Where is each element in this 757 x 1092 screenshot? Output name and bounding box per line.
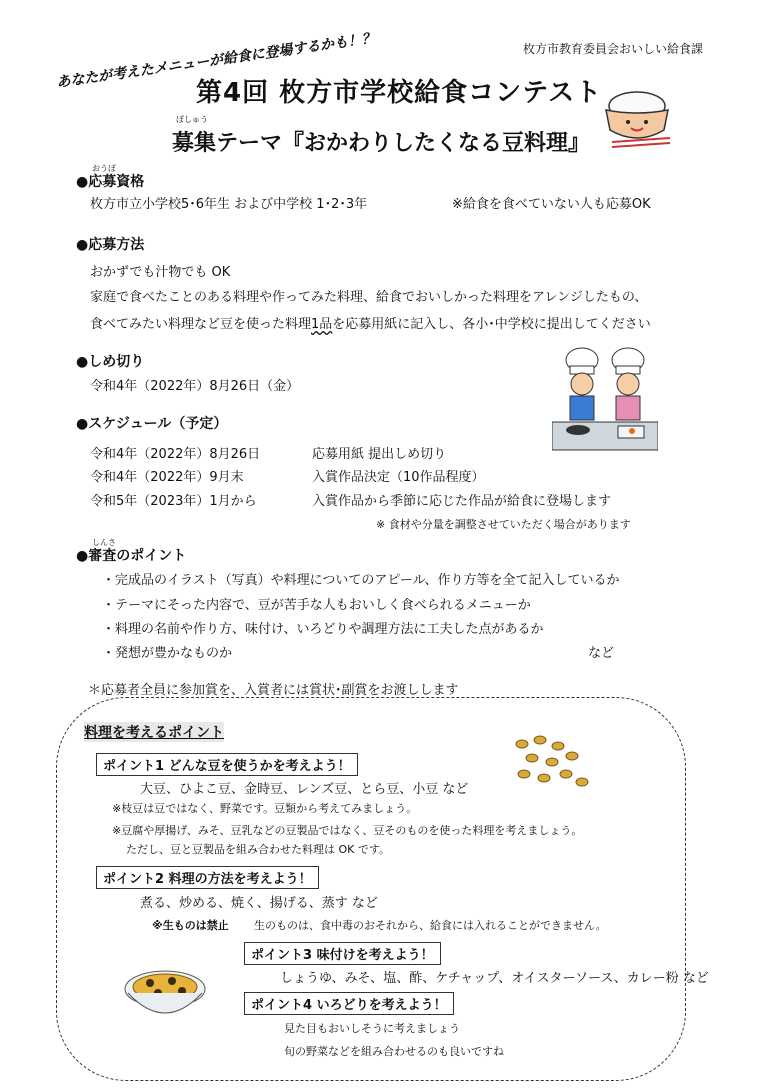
organization-name: 枚方市教育委員会おいしい給食課	[523, 42, 704, 56]
method-line2: 家庭で食べたことのある料理や作ってみた料理、給食でおいしかった料理をアレンジしたもの、	[90, 290, 648, 305]
schedule-date-1: 令和4年（2022年）8月26日	[90, 447, 261, 462]
review-heading: ●審査のポイント	[76, 548, 187, 564]
eligibility-note: ※給食を食べていない人も応募OK	[452, 197, 651, 212]
point2-note-label: ※生ものは禁止	[152, 919, 229, 932]
review-item-2: ・テーマにそった内容で、豆が苦手な人もおいしく食べられるメニューか	[102, 598, 531, 613]
page-title: 第4回 枚方市学校給食コンテスト	[196, 78, 603, 108]
cooking-kids-illustration	[552, 346, 658, 454]
schedule-note: ※ 食材や分量を調整させていただく場合があります	[376, 518, 631, 531]
subtitle-ruby: ぼしゅう	[176, 115, 208, 124]
review-etc: など	[588, 646, 615, 661]
schedule-event-2: 入賞作品決定（10作品程度）	[312, 470, 485, 485]
schedule-date-3: 令和5年（2023年）1月から	[90, 494, 257, 509]
schedule-heading: ●スケジュール（予定）	[76, 416, 228, 432]
point3-examples: しょうゆ、みそ、塩、酢、ケチャップ、オイスターソース、カレー粉 など	[280, 971, 709, 986]
deadline-heading: ●しめ切り	[76, 354, 145, 370]
eligibility-heading: ●応募資格	[76, 174, 145, 190]
point1-examples: 大豆、ひよこ豆、金時豆、レンズ豆、とら豆、小豆 など	[140, 782, 469, 797]
point3-label: ポイント3 味付けを考えよう！	[244, 942, 441, 965]
points-heading: 料理を考えるポイント	[84, 722, 224, 742]
schedule-event-1: 応募用紙 提出しめ切り	[312, 447, 447, 462]
point4-line2: 旬の野菜などを組み合わせるのも良いですね	[284, 1045, 504, 1058]
point4-label: ポイント4 いろどりを考えよう！	[244, 992, 454, 1015]
review-item-3: ・料理の名前や作り方、味付け、いろどりや調理方法に工夫した点があるか	[102, 622, 544, 637]
subtitle: 募集テーマ『おかわりしたくなる豆料理』	[172, 131, 591, 156]
tagline: あなたが考えたメニューが給食に登場するかも！？	[55, 30, 377, 92]
schedule-event-3: 入賞作品から季節に応じた作品が給食に登場します	[312, 494, 612, 509]
method-line3	[90, 313, 651, 332]
bean-dish-icon	[122, 963, 208, 1029]
method-line3a: 食べてみたい料理など豆を使った料理	[90, 317, 312, 332]
review-ruby: しんさ	[92, 538, 116, 547]
point1-label: ポイント1 どんな豆を使うかを考えよう！	[96, 753, 358, 776]
point2-note: 生のものは、食中毒のおそれから、給食には入れることができません。	[254, 919, 607, 932]
point1-note1: ※枝豆は豆ではなく、野菜です。豆類から考えてみましょう。	[112, 802, 418, 815]
rice-bowl-mascot-icon	[598, 86, 676, 154]
review-item-1: ・完成品のイラスト（写真）や料理についてのアピール、作り方等を全て記入しているか	[102, 573, 620, 588]
method-line1: おかずでも汁物でも OK	[90, 265, 231, 280]
point2-label: ポイント2 料理の方法を考えよう！	[96, 866, 319, 889]
beans-icon	[512, 734, 592, 792]
deadline-text: 令和4年（2022年）8月26日（金）	[90, 379, 300, 394]
method-one-dish: 1品	[311, 317, 333, 332]
method-heading: ●応募方法	[76, 237, 145, 253]
eligibility-text: 枚方市立小学校5･6年生 および中学校 1･2･3年	[90, 197, 368, 212]
method-line3c: を応募用紙に記入し、各小･中学校に提出してください	[332, 317, 651, 332]
point2-examples: 煮る、炒める、焼く、揚げる、蒸す など	[140, 896, 378, 911]
prize-note: ＊応募者全員に参加賞を、入賞者には賞状･副賞をお渡しします	[88, 683, 459, 698]
point1-note3: ただし、豆と豆製品を組み合わせた料理は OK です。	[126, 843, 390, 856]
review-item-4: ・発想が豊かなものか	[102, 646, 233, 661]
schedule-date-2: 令和4年（2022年）9月末	[90, 470, 244, 485]
point4-line1: 見た目もおいしそうに考えましょう	[284, 1022, 460, 1035]
point1-note2: ※豆腐や厚揚げ、みそ、豆乳などの豆製品ではなく、豆そのものを使った料理を考えましょう。	[112, 824, 583, 837]
eligibility-ruby: おうぼ	[92, 164, 116, 173]
